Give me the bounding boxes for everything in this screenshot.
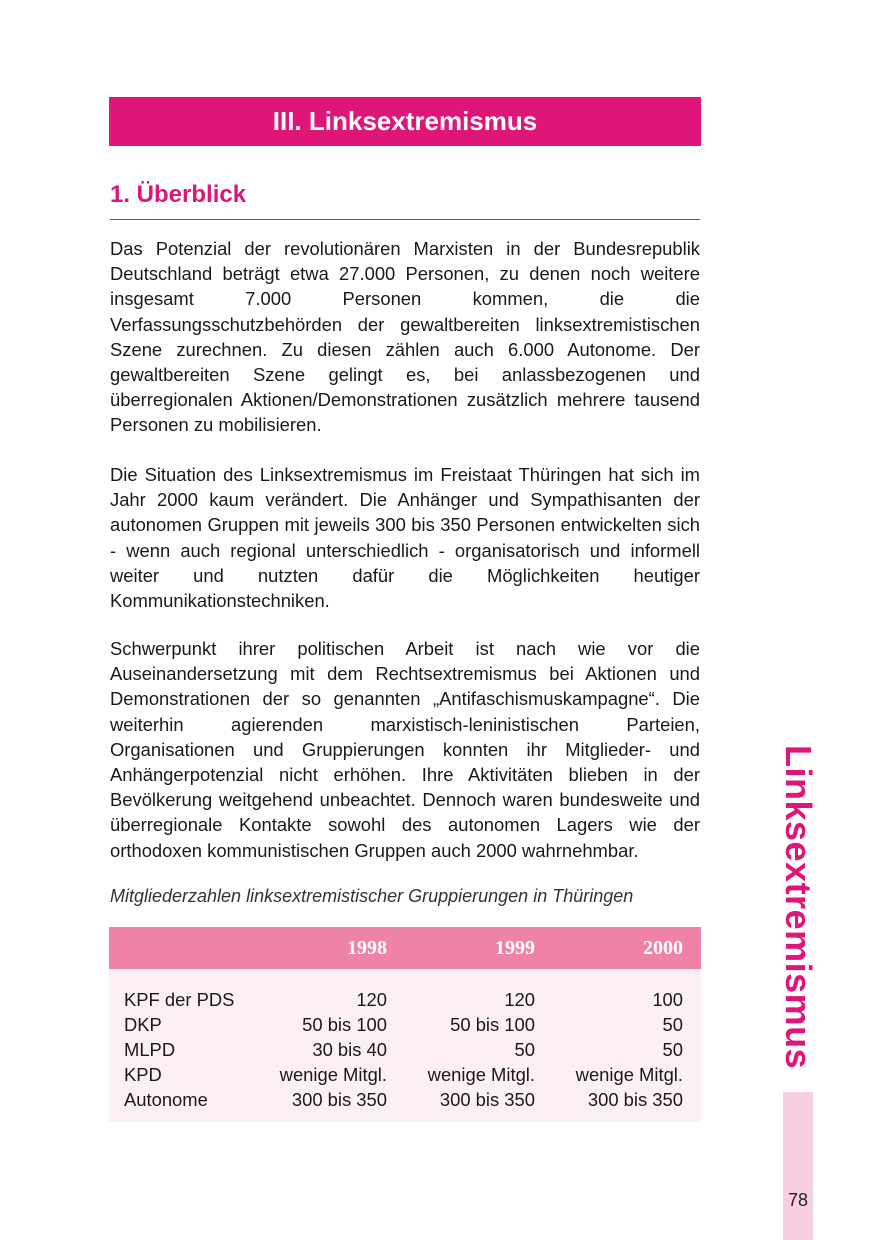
table-row (109, 987, 701, 1012)
cell-1998: 30 bis 40 (312, 1039, 387, 1060)
cell-2000: 300 bis 350 (587, 1089, 683, 1110)
cell-1999: 120 (504, 989, 535, 1010)
page-tab (783, 1092, 813, 1240)
table-header-row (109, 927, 701, 969)
table-row (109, 1062, 701, 1087)
paragraph-2: Die Situation des Linksextremismus im Freistaat Thüringen hat sich im Jahr 2000 kaum verändert. Die Anhänger und Sympathisanten der autonomen Gruppen mit jeweils 300 bis 350 Personen entwickelten sich - wenn auch regional unterschiedlich - organisatorisch und informell weiter und nutzten dafür die Möglichkeiten heutiger Kommunikationstechniken. (110, 464, 700, 612)
cell-1998: 300 bis 350 (291, 1089, 387, 1110)
cell-1999: 50 bis 100 (450, 1014, 535, 1035)
chapter-side-tab (778, 744, 819, 1070)
table-row (109, 1087, 701, 1112)
cell-1998: wenige Mitgl. (279, 1064, 387, 1085)
year-header-2000: 2000 (643, 937, 683, 959)
cell-2000: wenige Mitgl. (575, 1064, 683, 1085)
section-heading: 1. Überblick (110, 181, 700, 220)
table-row (109, 1012, 701, 1037)
row-label: KPD (124, 1064, 162, 1085)
cell-1999: 50 (514, 1039, 535, 1060)
paragraph-1: Das Potenzial der revolutionären Marxisten in der Bundesrepublik Deutschland beträgt etwa 27.000 Personen, zu denen noch weitere insgesamt 7.000 Personen kommen, die die Verfassungsschutzbehörden der gewaltbereiten linksextremistischen Szene zurechnen. Zu diesen zählen auch 6.000 Autonome. Der gewaltbereiten Szene gelingt es, bei anlassbezogenen und überregionalen Aktionen/Demonstrationen zusätzlich mehrere tausend Personen zu mobilisieren. (110, 238, 700, 436)
side-tab-label: Linksextremismus (778, 744, 819, 1070)
paragraph-3: Schwerpunkt ihrer politischen Arbeit ist nach wie vor die Auseinandersetzung mit dem Rechtsextremismus bei Aktionen und Demonstrationen der so genannten „Antifaschismuskampagne“. Die weiterhin agierenden marxistisch-leninistischen Parteien, Organisationen und Gruppierungen konnten ihr Mitglieder- und Anhängerpotenzial nicht erhöhen. Ihre Aktivitäten blieben in der Bevölkerung weitgehend unbeachtet. Dennoch waren bundesweite und überregionale Kontakte sowohl des autonomen Lagers wie der orthodoxen kommunistischen Gruppen auch 2000 wahrnehmbar. (110, 638, 700, 861)
cell-2000: 50 (662, 1039, 683, 1060)
chapter-banner (109, 97, 701, 146)
row-label: DKP (124, 1014, 162, 1035)
cell-2000: 50 (662, 1014, 683, 1035)
membership-table (109, 927, 701, 1122)
cell-1999: wenige Mitgl. (427, 1064, 535, 1085)
page-number: 78 (787, 1190, 809, 1210)
cell-1999: 300 bis 350 (439, 1089, 535, 1110)
chapter-title: III. Linksextremismus (272, 106, 538, 136)
cell-1998: 50 bis 100 (302, 1014, 387, 1035)
year-header-1998: 1998 (347, 937, 387, 959)
table-row (109, 1037, 701, 1062)
row-label: MLPD (124, 1039, 176, 1060)
year-header-1999: 1999 (495, 937, 535, 959)
cell-1998: 120 (356, 989, 387, 1010)
row-label: Autonome (124, 1089, 208, 1110)
table-caption: Mitgliederzahlen linksextremistischer Gruppierungen in Thüringen (110, 886, 634, 906)
row-label: KPF der PDS (124, 989, 235, 1010)
cell-2000: 100 (652, 989, 683, 1010)
